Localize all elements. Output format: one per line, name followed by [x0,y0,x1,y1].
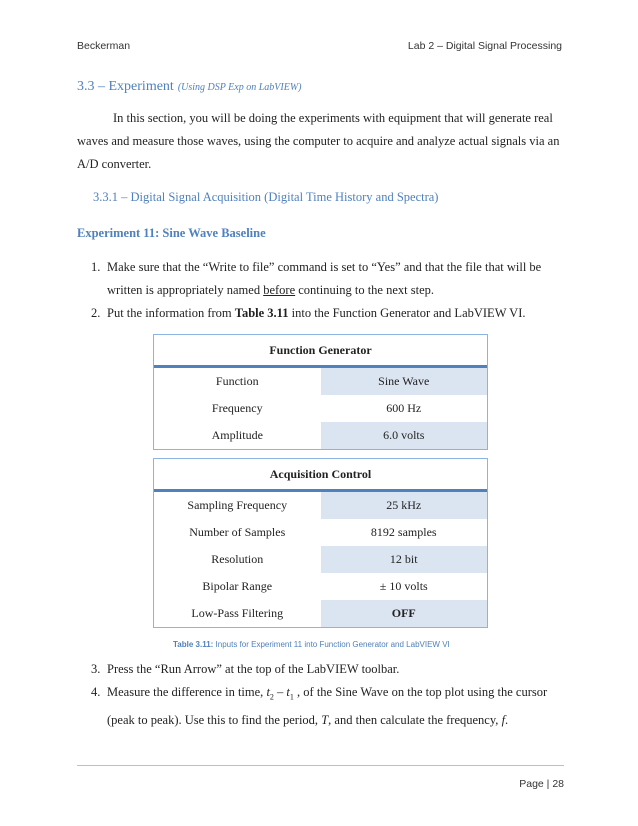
step-text: continuing to the next step. [295,283,434,297]
var-t2-sub: 2 [269,692,274,702]
caption-text: Inputs for Experiment 11 into Function Generator and LabVIEW VI [213,640,450,649]
step-text: , and then calculate the frequency, [328,712,502,727]
table-cell-label: Resolution [211,552,264,566]
subsection-title: 3.3.1 – Digital Signal Acquisition (Digital Time History and Spectra) [93,190,439,204]
step-text: Put the information from [107,306,235,320]
table-cell-value: 6.0 volts [321,422,488,449]
steps-list-a [77,256,577,325]
list-number: 4. [91,685,101,699]
table-row [154,600,487,627]
section-subtitle: (Using DSP Exp on LabVIEW) [177,82,302,93]
intro-paragraph [77,107,567,176]
table-cell-label: Function [215,374,259,388]
experiment-title: Experiment 11: Sine Wave Baseline [77,226,266,240]
list-item [77,681,577,709]
step-text: written is appropriately named [107,283,264,297]
paragraph-line: In this section, you will be doing the experiments with equipment that will generate real [113,111,553,125]
list-number: 1. [91,260,101,274]
step-text: into the Function Generator and LabVIEW VI. [288,306,526,320]
caption-label: Table 3.11: [173,640,214,649]
table-cell-value: OFF [321,600,488,627]
list-item [77,302,577,325]
table-cell-value: 12 bit [321,546,488,573]
underlined-word: before [263,283,296,297]
section-heading [77,77,302,95]
table-row [154,519,487,546]
table-row [154,395,487,422]
table-cell-label: Frequency [211,401,263,415]
var-t1: t [286,685,290,699]
list-number: 3. [91,662,101,676]
table-cell-value: Sine Wave [321,367,488,396]
var-f: f [501,712,506,727]
table-cell-value: ± 10 volts [379,579,428,593]
function-generator-table [153,334,488,450]
var-T: T [321,712,329,727]
table-header: Acquisition Control [154,459,487,491]
page-number: Page | 28 [519,778,564,790]
step-text: Press the “Run Arrow” at the top of the LabVIEW toolbar. [107,662,400,676]
var-t2: t [266,685,270,699]
table-row [154,491,487,520]
header-title: Lab 2 – Digital Signal Processing [407,40,562,52]
table-cell-value: 8192 samples [370,525,437,539]
table-cell-label: Sampling Frequency [187,498,288,512]
paragraph-line: waves and measure those waves, using the computer to acquire and analyze actual signals via an [77,134,560,148]
section-title: 3.3 – Experiment [77,79,174,94]
list-item-continuation [77,709,577,732]
step-text: . [505,712,509,727]
paragraph-line: A/D converter. [77,157,152,171]
table-row [154,573,487,600]
table-caption [173,640,450,649]
var-t1-sub: 1 [289,692,294,702]
table-row [154,546,487,573]
table-row [154,422,487,449]
table-header: Function Generator [154,335,487,367]
step-text: Measure the difference in time, [107,685,267,699]
list-item-continuation [77,279,577,302]
step-text: Make sure that the “Write to file” command is set to “Yes” and that the file that will be [107,260,542,274]
step-text: , of the Sine Wave on the top plot using the cursor [293,685,548,699]
table-cell-label: Amplitude [211,428,263,442]
list-item [77,256,577,279]
footer-divider [77,765,564,766]
table-cell-label: Low-Pass Filtering [191,606,284,620]
table-cell-label: Bipolar Range [202,579,273,593]
table-cell-label: Number of Samples [189,525,286,539]
list-item [77,658,577,681]
table-reference: Table 3.11 [234,306,289,320]
acquisition-control-table [153,458,488,628]
step-text: (peak to peak). Use this to find the period, [107,712,322,727]
header-author: Beckerman [77,40,131,52]
table-cell-value: 600 Hz [386,401,422,415]
steps-list-b [77,658,577,732]
step-text: – [273,685,287,699]
list-number: 2. [91,306,101,320]
table-row [154,367,487,396]
table-cell-value: 25 kHz [321,491,488,520]
